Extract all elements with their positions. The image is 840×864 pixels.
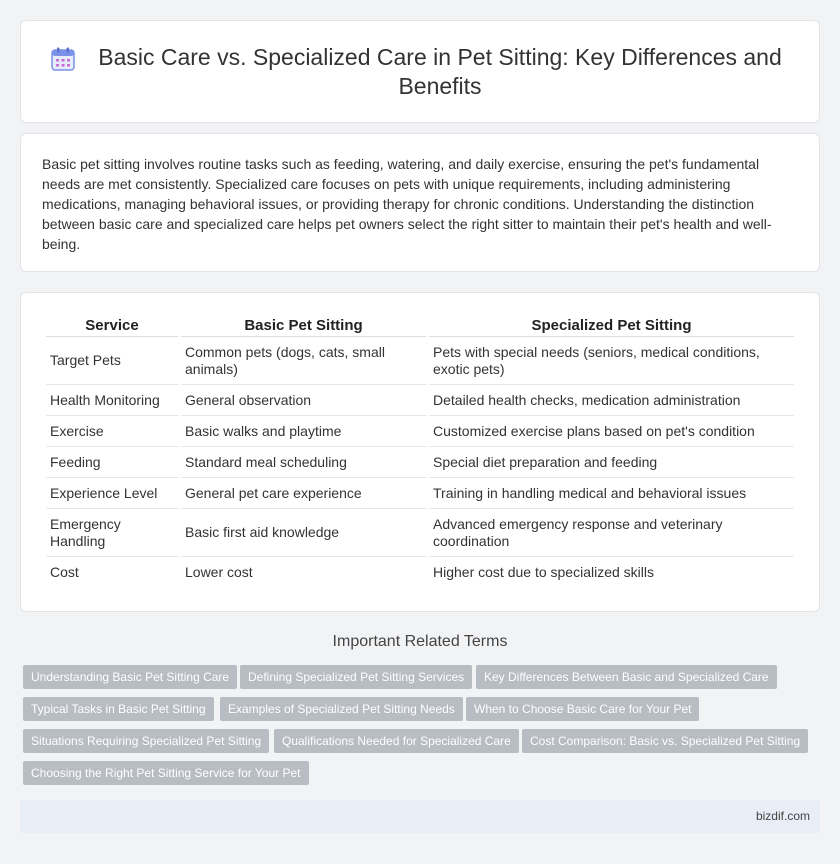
table-cell: Feeding xyxy=(46,447,178,478)
table-cell: Special diet preparation and feeding xyxy=(429,447,794,478)
table-row xyxy=(46,385,794,416)
related-term-tag[interactable]: Choosing the Right Pet Sitting Service for Your Pet xyxy=(23,761,309,785)
column-header-service: Service xyxy=(46,315,178,337)
table-cell: Common pets (dogs, cats, small animals) xyxy=(181,337,426,385)
table-cell: Basic walks and playtime xyxy=(181,416,426,447)
related-term-tag[interactable]: Defining Specialized Pet Sitting Services xyxy=(240,665,472,689)
footer-brand[interactable]: bizdif.com xyxy=(755,809,810,823)
table-cell: Exercise xyxy=(46,416,178,447)
table-cell: Training in handling medical and behavioral issues xyxy=(429,478,794,509)
related-term-tag[interactable]: Qualifications Needed for Specialized Care xyxy=(274,729,519,753)
table-cell: Higher cost due to specialized skills xyxy=(433,564,654,580)
calendar-icon xyxy=(50,46,76,72)
table-row xyxy=(46,416,794,447)
table-cell: Pets with special needs (seniors, medical conditions, exotic pets) xyxy=(429,337,794,385)
intro-card xyxy=(20,133,820,272)
intro-paragraph: Basic pet sitting involves routine tasks such as feeding, watering, and daily exercise, ensuring the pet's fundamental needs are met consistently. Specialized care focuses on pets with unique requirements, including administering medications, managing behavioral issues, or providing therapy for chronic conditions. Understanding the distinction between basic care and specialized care helps pet owners select the right sitter to maintain their pet's health and well-being. xyxy=(42,156,772,252)
column-header-specialized: Specialized Pet Sitting xyxy=(429,315,794,337)
table-cell: Advanced emergency response and veterinary coordination xyxy=(429,509,794,557)
table-row xyxy=(46,478,794,509)
header-inner xyxy=(21,21,819,122)
related-term-tag[interactable]: Understanding Basic Pet Sitting Care xyxy=(23,665,237,689)
comparison-table xyxy=(43,315,797,588)
table-header-row xyxy=(46,315,794,337)
table-cell: Customized exercise plans based on pet's condition xyxy=(429,416,794,447)
header-card xyxy=(20,20,820,123)
table-row xyxy=(46,447,794,478)
table-row xyxy=(46,337,794,385)
table-cell: Basic first aid knowledge xyxy=(181,509,426,557)
table-cell: Health Monitoring xyxy=(46,385,178,416)
related-term-tag[interactable]: Typical Tasks in Basic Pet Sitting xyxy=(23,697,214,721)
table-cell: Experience Level xyxy=(46,478,178,509)
table-cell: General pet care experience xyxy=(181,478,426,509)
table-cell: Emergency Handling xyxy=(46,509,178,557)
table-cell: Cost xyxy=(50,564,79,580)
table-cell: Lower cost xyxy=(185,564,253,580)
table-row xyxy=(46,557,794,588)
related-term-tag[interactable]: Key Differences Between Basic and Specialized Care xyxy=(476,665,777,689)
related-term-tag[interactable]: Situations Requiring Specialized Pet Sitting xyxy=(23,729,269,753)
table-row xyxy=(46,509,794,557)
column-header-basic: Basic Pet Sitting xyxy=(181,315,426,337)
table-cell: Target Pets xyxy=(46,337,178,385)
related-term-tag[interactable]: When to Choose Basic Care for Your Pet xyxy=(466,697,699,721)
table-cell: Detailed health checks, medication administration xyxy=(429,385,794,416)
table-cell: General observation xyxy=(181,385,426,416)
table-cell: Standard meal scheduling xyxy=(181,447,426,478)
comparison-table-card xyxy=(20,292,820,612)
footer xyxy=(20,800,820,833)
related-term-tag[interactable]: Examples of Specialized Pet Sitting Needs xyxy=(220,697,463,721)
page-title: Basic Care vs. Specialized Care in Pet Sitting: Key Differences and Benefits xyxy=(98,43,782,99)
related-terms-title: Important Related Terms xyxy=(332,633,508,650)
related-term-tag[interactable]: Cost Comparison: Basic vs. Specialized Pet Sitting xyxy=(522,729,808,753)
